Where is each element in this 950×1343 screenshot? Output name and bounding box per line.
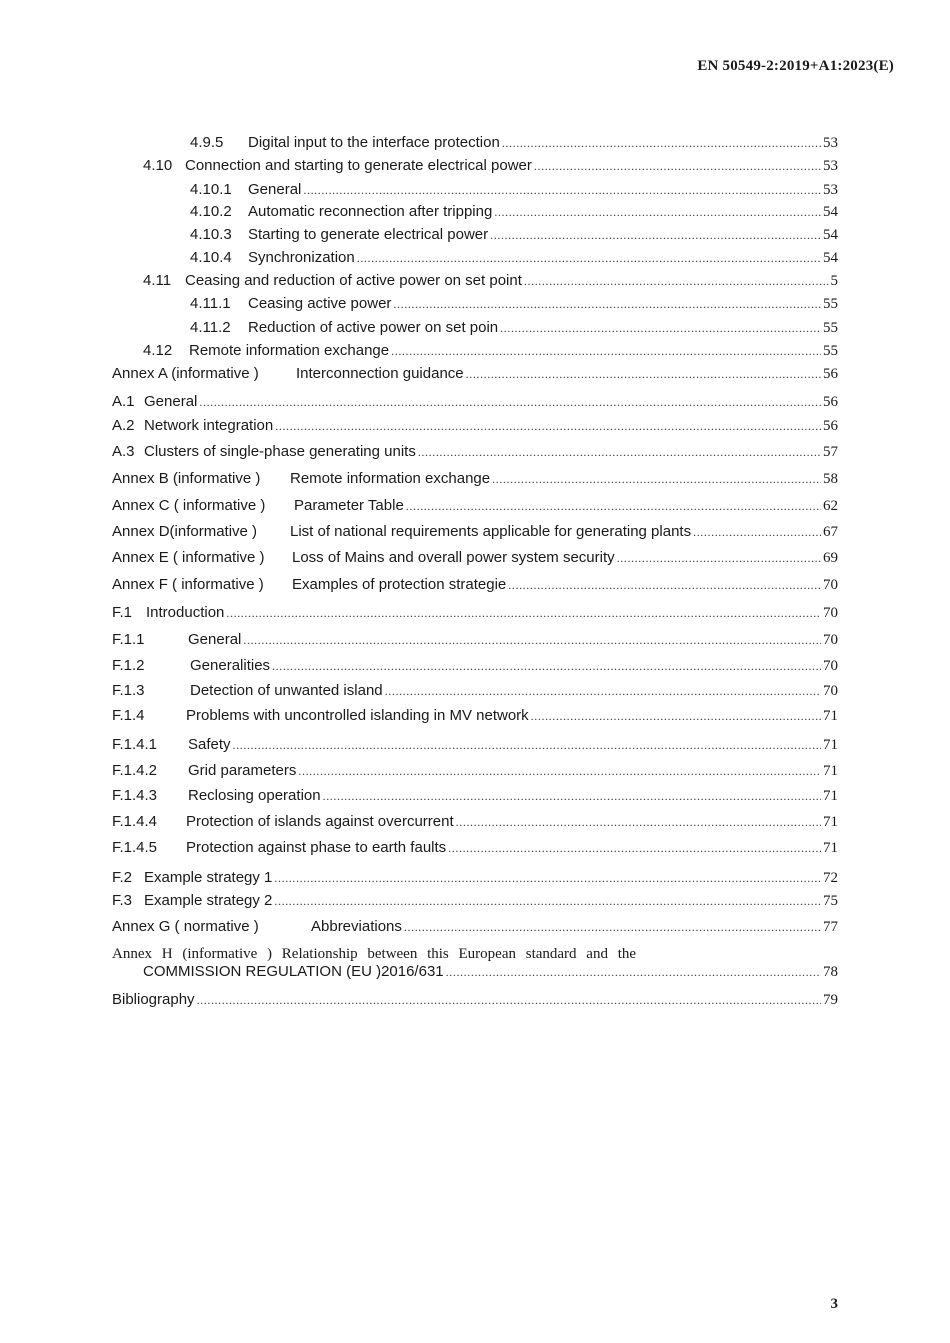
- toc-entry-page: 54: [823, 204, 838, 220]
- toc-dot-leader: [393, 294, 821, 314]
- toc-entry-number: Annex F ( informative ): [112, 576, 264, 593]
- toc-entry-number: 4.11.2: [190, 319, 231, 336]
- toc-entry-number: F.1.2: [112, 657, 145, 674]
- toc-entry[interactable]: [112, 812, 838, 832]
- toc-entry-title: Parameter Table: [294, 497, 404, 514]
- toc-dot-leader: [298, 761, 821, 781]
- toc-entry-number: Annex B (informative ): [112, 470, 261, 487]
- toc-entry-title: Synchronization: [248, 249, 355, 266]
- toc-entry[interactable]: [112, 735, 838, 755]
- toc-dot-leader: [385, 681, 821, 701]
- toc-entry[interactable]: [112, 496, 838, 516]
- toc-entry-page: 67: [823, 524, 838, 540]
- toc-entry-number: 4.11: [143, 272, 172, 289]
- toc-entry[interactable]: [143, 962, 838, 982]
- toc-entry-page: 70: [823, 632, 838, 648]
- toc-dot-leader: [243, 630, 821, 650]
- toc-dot-leader: [693, 522, 821, 542]
- toc-entry[interactable]: [190, 225, 838, 245]
- toc-entry-title: Protection of islands against overcurrent: [186, 813, 454, 830]
- toc-entry-page: 57: [823, 444, 838, 460]
- toc-entry[interactable]: [112, 364, 838, 384]
- toc-entry-title: Interconnection guidance: [296, 365, 464, 382]
- toc-entry-title: Clusters of single-phase generating units: [144, 443, 416, 460]
- toc-entry-title: Bibliography: [112, 991, 195, 1008]
- toc-entry-title: Examples of protection strategie: [292, 576, 507, 593]
- toc-entry-number: 4.10.2: [190, 203, 232, 220]
- toc-entry-title: List of national requirements applicable for generating plants: [290, 523, 692, 540]
- toc-entry[interactable]: [112, 603, 838, 623]
- toc-entry[interactable]: [112, 917, 838, 937]
- toc-dot-leader: [418, 442, 821, 462]
- toc-entry-title: Automatic reconnection after tripping: [248, 203, 493, 220]
- toc-entry-page: 70: [823, 605, 838, 621]
- toc-entry-number: F.2: [112, 869, 133, 886]
- document-id: EN 50549-2:2019+A1:2023(E): [697, 58, 894, 74]
- toc-entry-title: Remote information exchange: [290, 470, 491, 487]
- toc-entry-title: Problems with uncontrolled islanding in MV network: [186, 707, 529, 724]
- toc-dot-leader: [617, 548, 821, 568]
- page-number: 3: [830, 1296, 838, 1312]
- toc-entry-number: F.1.4.3: [112, 787, 158, 804]
- toc-entry[interactable]: [143, 341, 838, 361]
- toc-entry-page: 70: [823, 577, 838, 593]
- toc-entry-page: 70: [823, 683, 838, 699]
- toc-entry-page: 53: [823, 135, 838, 151]
- toc-entry-title: Grid parameters: [188, 762, 297, 779]
- toc-dot-leader: [323, 786, 821, 806]
- toc-entry[interactable]: [112, 868, 838, 888]
- toc-entry-page: 71: [823, 814, 838, 830]
- toc-entry-number: Annex D(informative ): [112, 523, 258, 540]
- toc-entry[interactable]: [112, 469, 838, 489]
- toc-entry-title: General: [144, 393, 198, 410]
- toc-entry[interactable]: [190, 202, 838, 222]
- toc-dot-leader: [391, 341, 821, 361]
- toc-dot-leader: [406, 496, 821, 516]
- toc-entry-title: Generalities: [190, 657, 271, 674]
- toc-entry-number: 4.10.3: [190, 226, 232, 243]
- toc-entry[interactable]: [190, 318, 838, 338]
- toc-entry-number: F.1.3: [112, 682, 145, 699]
- toc-entry-page: 56: [823, 418, 838, 434]
- toc-entry-page: 71: [823, 737, 838, 753]
- toc-entry[interactable]: [112, 522, 838, 542]
- toc-entry-number: A.2: [112, 417, 135, 434]
- toc-dot-leader: [500, 318, 821, 338]
- toc-entry-title: Introduction: [146, 604, 225, 621]
- toc-entry[interactable]: [190, 294, 838, 314]
- toc-entry[interactable]: [112, 575, 838, 595]
- annex-h-heading: Annex H (informative ) Relationship between this European standard and the: [112, 946, 637, 962]
- toc-entry-page: 72: [823, 870, 838, 886]
- toc-entry-number: Annex A (informative ): [112, 365, 259, 382]
- toc-entry[interactable]: [112, 990, 838, 1010]
- toc-entry-page: 78: [823, 964, 838, 980]
- toc-entry-title: Protection against phase to earth faults: [186, 839, 447, 856]
- toc-dot-leader: [199, 392, 821, 412]
- toc-entry-title: Digital input to the interface protection: [248, 134, 500, 151]
- toc-entry-number: 4.12: [143, 342, 173, 359]
- toc-entry-title: Network integration: [144, 417, 274, 434]
- toc-entry-page: 54: [823, 227, 838, 243]
- toc-entry-title: COMMISSION REGULATION (EU )2016/631: [143, 963, 444, 980]
- toc-entry-page: 69: [823, 550, 838, 566]
- toc-entry-number: Annex G ( normative ): [112, 918, 259, 935]
- toc-entry-title: Connection and starting to generate electrical power: [185, 157, 532, 174]
- toc-entry[interactable]: [112, 838, 838, 858]
- toc-entry[interactable]: [112, 630, 838, 650]
- toc-entry-title: Example strategy 1: [144, 869, 273, 886]
- toc-entry[interactable]: [190, 180, 838, 200]
- toc-entry-number: 4.9.5: [190, 134, 224, 151]
- toc-entry-page: 62: [823, 498, 838, 514]
- toc-entry-page: 55: [823, 296, 838, 312]
- toc-dot-leader: [534, 156, 821, 176]
- toc-dot-leader: [197, 990, 821, 1010]
- toc-entry[interactable]: [112, 761, 838, 781]
- toc-entry-page: 71: [823, 840, 838, 856]
- toc-entry-number: 4.10: [143, 157, 173, 174]
- toc-dot-leader: [274, 891, 821, 911]
- toc-entry-title: Safety: [188, 736, 231, 753]
- toc-entry-number: F.1.1: [112, 631, 145, 648]
- toc-entry-page: 55: [823, 343, 838, 359]
- toc-entry-title: Remote information exchange: [189, 342, 390, 359]
- toc-entry-number: F.1.4.4: [112, 813, 158, 830]
- toc-entry[interactable]: [143, 156, 838, 176]
- toc-entry-number: 4.10.1: [190, 181, 232, 198]
- toc-dot-leader: [446, 962, 821, 982]
- toc-entry-title: General: [248, 181, 302, 198]
- toc-entry-page: 53: [823, 158, 838, 174]
- toc-entry[interactable]: [112, 786, 838, 806]
- toc-dot-leader: [466, 364, 821, 384]
- toc-dot-leader: [456, 812, 821, 832]
- toc-entry[interactable]: [112, 706, 838, 726]
- toc-entry-page: 58: [823, 471, 838, 487]
- toc-entry-number: F.1: [112, 604, 133, 621]
- toc-entry-title: Ceasing and reduction of active power on set point: [185, 272, 522, 289]
- toc-entry-page: 70: [823, 658, 838, 674]
- toc-entry-page: 77: [823, 919, 838, 935]
- toc-dot-leader: [404, 917, 821, 937]
- toc-entry-page: 79: [823, 992, 838, 1008]
- toc-entry[interactable]: [112, 392, 838, 412]
- toc-dot-leader: [357, 248, 821, 268]
- toc-entry-number: F.1.4.5: [112, 839, 158, 856]
- toc-entry[interactable]: [112, 442, 838, 462]
- toc-entry-number: F.1.4: [112, 707, 145, 724]
- toc-entry[interactable]: [143, 271, 838, 291]
- toc-entry-page: 71: [823, 788, 838, 804]
- toc-entry-title: Detection of unwanted island: [190, 682, 383, 699]
- toc-dot-leader: [226, 603, 821, 623]
- toc-entry-number: Annex C ( informative ): [112, 497, 266, 514]
- toc-entry-title: Example strategy 2: [144, 892, 273, 909]
- toc-dot-leader: [275, 416, 821, 436]
- toc-entry-number: 4.11.1: [190, 295, 231, 312]
- toc-dot-leader: [502, 133, 821, 153]
- toc-dot-leader: [531, 706, 821, 726]
- toc-entry-page: 71: [823, 708, 838, 724]
- toc-entry-page: 55: [823, 320, 838, 336]
- toc-dot-leader: [524, 271, 829, 291]
- toc-dot-leader: [490, 225, 821, 245]
- toc-entry-page: 54: [823, 250, 838, 266]
- toc-entry-title: Reclosing operation: [188, 787, 321, 804]
- toc-dot-leader: [303, 180, 821, 200]
- toc-entry-title: General: [188, 631, 242, 648]
- toc-dot-leader: [448, 838, 821, 858]
- toc-entry-number: F.1.4.2: [112, 762, 158, 779]
- toc-entry-number: F.3: [112, 892, 133, 909]
- toc-entry[interactable]: [190, 248, 838, 268]
- toc-entry[interactable]: [112, 656, 838, 676]
- toc-dot-leader: [508, 575, 821, 595]
- toc-entry-title: Ceasing active power: [248, 295, 392, 312]
- toc-entry[interactable]: [112, 548, 838, 568]
- toc-entry[interactable]: [112, 416, 838, 436]
- toc-dot-leader: [272, 656, 821, 676]
- toc-entry-title: Abbreviations: [311, 918, 402, 935]
- toc-dot-leader: [233, 735, 821, 755]
- toc-entry-page: 56: [823, 394, 838, 410]
- toc-entry-number: A.1: [112, 393, 135, 410]
- toc-entry-title: Loss of Mains and overall power system security: [292, 549, 615, 566]
- toc-entry-title: Reduction of active power on set poin: [248, 319, 499, 336]
- toc-entry[interactable]: [112, 891, 838, 911]
- toc-entry-page: 53: [823, 182, 838, 198]
- toc-entry-page: 56: [823, 366, 838, 382]
- toc-entry-number: A.3: [112, 443, 135, 460]
- toc-entry-number: F.1.4.1: [112, 736, 158, 753]
- toc-entry-number: Annex E ( informative ): [112, 549, 265, 566]
- toc-entry[interactable]: [190, 133, 838, 153]
- toc-entry-title: Starting to generate electrical power: [248, 226, 489, 243]
- toc-entry-page: 75: [823, 893, 838, 909]
- toc-entry-page: 5: [830, 273, 838, 289]
- toc-dot-leader: [274, 868, 821, 888]
- toc-dot-leader: [492, 469, 821, 489]
- toc-entry-page: 71: [823, 763, 838, 779]
- toc-entry-number: 4.10.4: [190, 249, 232, 266]
- toc-dot-leader: [494, 202, 821, 222]
- toc-entry[interactable]: [112, 681, 838, 701]
